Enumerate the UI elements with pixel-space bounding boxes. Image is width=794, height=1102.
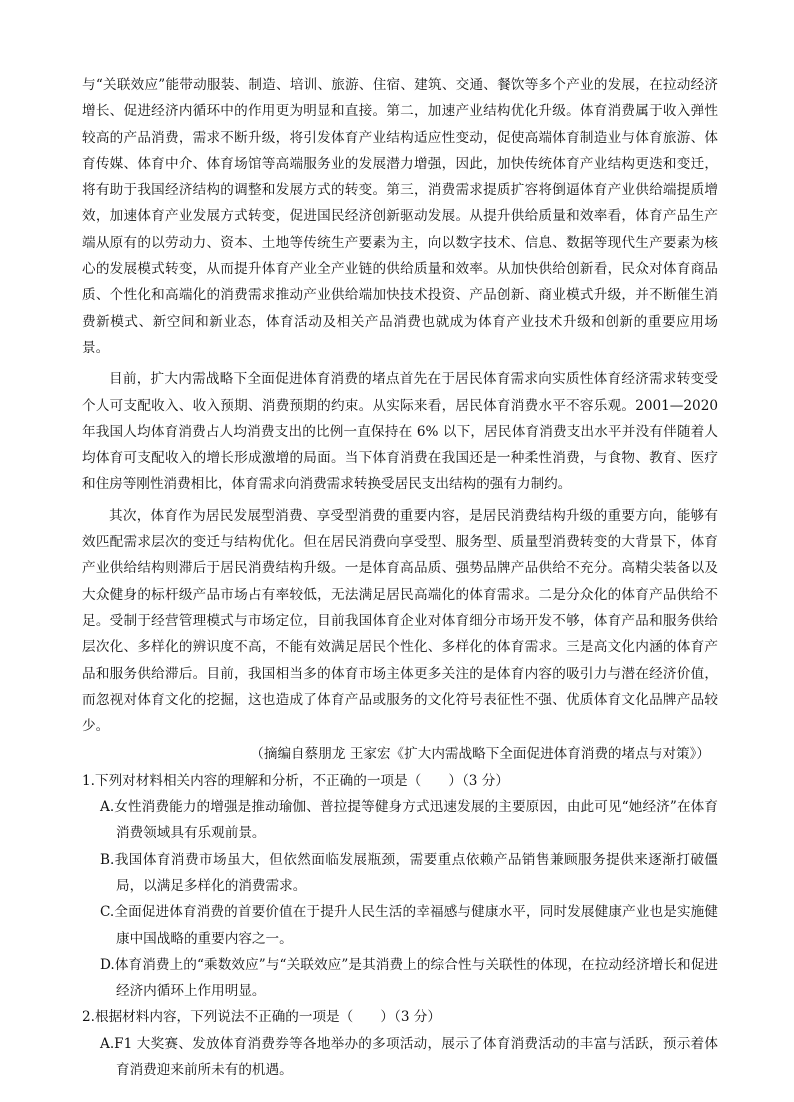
- question-option: C.全面促进体育消费的首要价值在于提升人民生活的幸福感与健康水平，同时发展健康产业也是实施健康中国战略的重要内容之一。: [100, 904, 718, 947]
- question-option: A.F1 大奖赛、发放体育消费券等各地举办的多项活动，展示了体育消费活动的丰富与活跃，预示着体育消费迎来前所未有的机遇。: [100, 1035, 718, 1078]
- question-stem: 1.下列对材料相关内容的理解和分析，不正确的一项是（ ）（3 分）: [82, 772, 509, 789]
- article-source: （摘编自蔡朋龙 王家宏《扩大内需战略下全面促进体育消费的堵点与对策》）: [250, 746, 710, 763]
- question-2: [82, 1004, 718, 1083]
- question-stem: 2.根据材料内容，下列说法不正确的一项是（ ）（3 分）: [82, 1009, 441, 1026]
- article-paragraph: 目前，扩大内需战略下全面促进体育消费的堵点首先在于居民体育需求向实质性体育经济需求转变受个人可支配收入、收入预期、消费预期的约束。从实际来看，居民体育消费水平不容乐观。2001—2020 年我国人均体育消费占人均消费支出的比例一直保持在 6% 以下，居民体育消费支出水平并没有伴随着人均体育可支配收入的增长形成激增的局面。当下体育消费在我国还是一种柔性消费，与食物、教育、医疗和住房等刚性消费相比，体育需求向消费需求转换受居民支出结构的强有力制约。: [82, 371, 718, 493]
- article-paragraph: 其次，体育作为居民发展型消费、享受型消费的重要内容，是居民消费结构升级的重要方向，能够有效匹配需求层次的变迁与结构优化。但在居民消费向享受型、服务型、质量型消费转变的大背景下，体育产业供给结构则滞后于居民消费结构升级。一是体育高品质、强势品牌产品供给不充分。高精尖装备以及大众健身的标杆级产品市场占有率较低，无法满足居民高端化的体育需求。二是分众化的体育产品供给不足。受制于经营管理模式与市场定位，目前我国体育企业对体育细分市场开发不够，体育产品和服务供给层次化、多样化的辨识度不高，不能有效满足居民个性化、多样化的体育需求。三是高文化内涵的体育产品和服务供给滞后。目前，我国相当多的体育市场主体更多关注的是体育内容的吸引力与潜在经济价值，而忽视对体育文化的挖掘，这也造成了体育产品或服务的文化符号表征性不强、优质体育文化品牌产品较少。: [82, 507, 718, 735]
- question-1: [82, 768, 718, 1005]
- article-paragraph: 与“关联效应”能带动服装、制造、培训、旅游、住宿、建筑、交通、餐饮等多个产业的发展，在拉动经济增长、促进经济内循环中的作用更为明显和直接。第二，加速产业结构优化升级。体育消费属于收入弹性较高的产品消费，需求不断升级，将引发体育产业结构适应性变动，促使高端体育制造业与体育旅游、体育传媒、体育中介、体育场馆等高端服务业的发展潜力增强，因此，加快传统体育产业结构更迭和变迁，将有助于我国经济结构的调整和发展方式的转变。第三，消费需求提质扩容将倒逼体育产业供给端提质增效，加速体育产业发展方式转变，促进国民经济创新驱动发展。从提升供给质量和效率看，体育产品生产端从原有的以劳动力、资本、土地等传统生产要素为主，向以数字技术、信息、数据等现代生产要素为核心的发展模式转变，从而提升体育产业全产业链的供给质量和效率。从加快供给创新看，民众对体育商品质、个性化和高端化的消费需求推动产业供给端加快技术投资、产品创新、商业模式升级，并不断催生消费新模式、新空间和新业态，体育活动及相关产品消费也就成为体育产业技术升级和创新的重要应用场景。: [82, 77, 718, 356]
- document-page: [82, 72, 718, 1083]
- question-option: B.我国体育消费市场虽大，但依然面临发展瓶颈，需要重点依赖产品销售兼顾服务提供来逐渐打破僵局，以满足多样化的消费需求。: [100, 851, 718, 894]
- question-option: D.体育消费上的“乘数效应”与“关联效应”是其消费上的综合性与关联性的体现，在拉动经济增长和促进经济内循环上作用明显。: [100, 956, 718, 1000]
- question-option: A.女性消费能力的增强是推动瑜伽、普拉提等健身方式迅速发展的主要原因，由此可见“她经济”在体育消费领域具有乐观前景。: [100, 799, 718, 842]
